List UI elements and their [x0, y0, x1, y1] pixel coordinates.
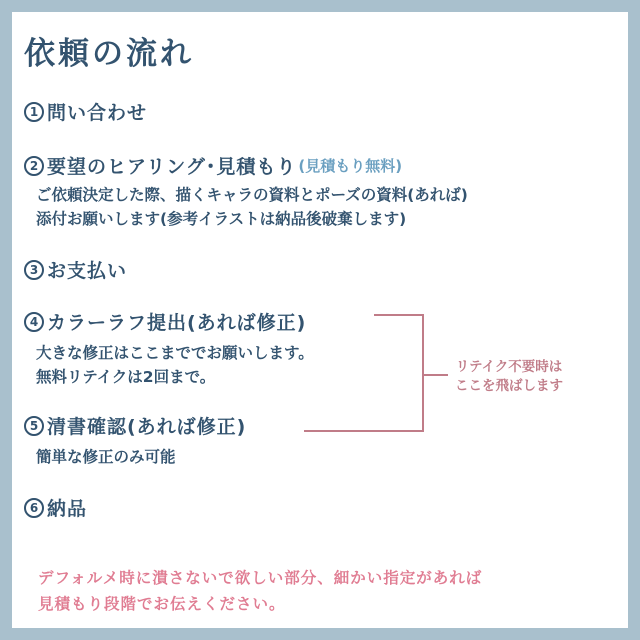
step-inquiry	[24, 98, 147, 125]
footer-line: 見積もり段階でお伝えください。	[38, 595, 286, 613]
step-number-badge: 4	[24, 312, 44, 332]
footer-line: デフォルメ時に潰さないで欲しい部分、細かい指定があれば	[38, 569, 483, 587]
step-title: 納品	[47, 498, 88, 520]
step-title: 問い合わせ	[47, 102, 148, 124]
step-title: お支払い	[47, 260, 128, 282]
page-title: 依頼の流れ	[24, 36, 194, 72]
step-title: カラーラフ提出(あれば修正)	[47, 312, 307, 334]
skip-note-line: リテイク不要時は	[455, 359, 563, 375]
step-number-badge: 6	[24, 498, 44, 518]
step-desc-line: 大きな修正はここまででお願いします。	[36, 344, 314, 362]
step-desc-line: 簡単な修正のみ可能	[36, 448, 176, 466]
step-final-check	[24, 412, 246, 469]
free-estimate-note: (見積もり無料)	[298, 157, 403, 175]
step-delivery	[24, 494, 87, 521]
step-hearing-estimate	[24, 152, 468, 231]
step-title: 要望のヒアリング･見積もり	[47, 156, 297, 178]
step-number-badge: 3	[24, 260, 44, 280]
step-number-badge: 5	[24, 416, 44, 436]
step-desc-line: 添付お願いします(参考イラストは納品後破棄します)	[36, 210, 407, 228]
footer-note	[38, 565, 482, 617]
flow-card	[12, 12, 628, 628]
skip-note-line: ここを飛ばします	[455, 378, 563, 394]
step-number-badge: 2	[24, 156, 44, 176]
step-desc-line: 無料リテイクは2回まで。	[36, 368, 216, 386]
step-color-rough	[24, 308, 314, 389]
step-title: 清書確認(あれば修正)	[47, 416, 247, 438]
step-payment	[24, 256, 127, 283]
skip-note	[455, 358, 563, 396]
step-desc-line: ご依頼決定した際、描くキャラの資料とポーズの資料(あれば)	[36, 186, 468, 204]
step-number-badge: 1	[24, 102, 44, 122]
